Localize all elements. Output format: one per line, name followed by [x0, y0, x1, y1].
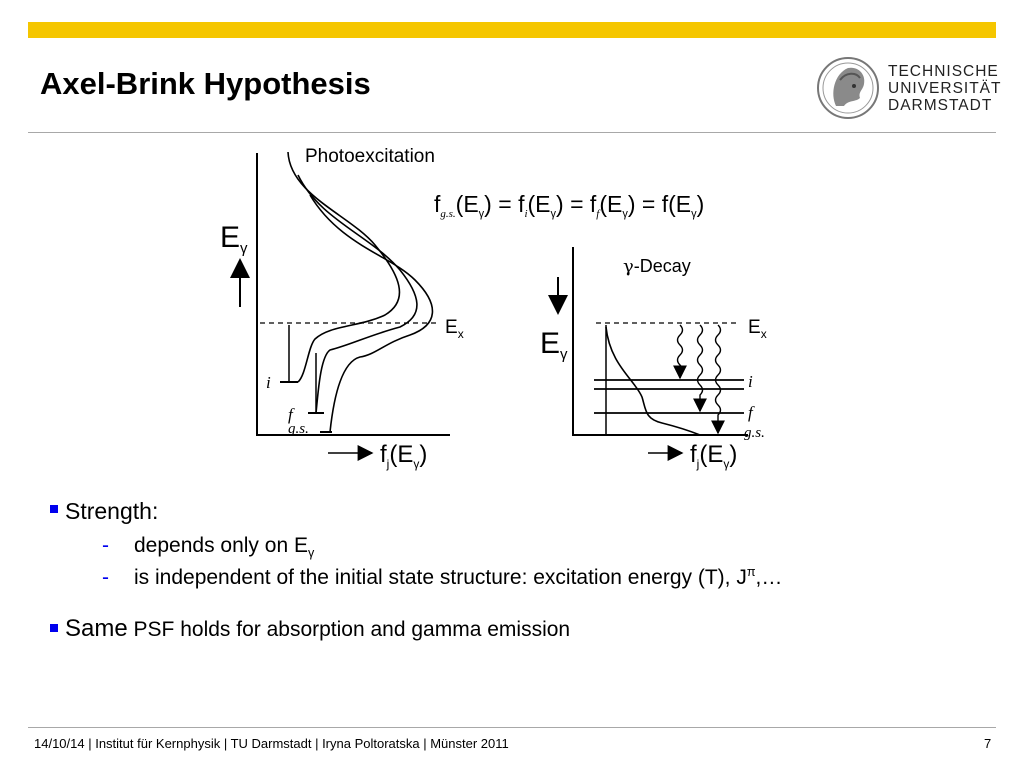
footer-text: 14/10/14 | Institut für Kernphysik | TU Darmstadt | Iryna Poltoratska | Münster 2011 [34, 736, 509, 751]
logo-line-3: DARMSTADT [888, 97, 993, 114]
bullet-strength [50, 498, 158, 525]
left-gs-label: g.s. [288, 421, 309, 437]
bullet-same-psf [50, 615, 570, 643]
left-f-label: f [288, 405, 293, 424]
sub-bullet-independent-end: ,… [755, 566, 783, 589]
bullet-same-rest: PSF holds for absorption and gamma emission [127, 618, 571, 641]
header-accent-bar [28, 22, 996, 38]
left-fx-label: $f_j(E_\gamma)$ [380, 441, 428, 471]
logo-line-1: TECHNISCHE [888, 63, 999, 80]
right-e-gamma-label: $E_\gamma$ [540, 327, 568, 363]
bullet-same-word: Same [65, 615, 128, 642]
bullet-square-icon [50, 624, 58, 632]
sub-bullet-depends-subscript: γ [307, 546, 315, 561]
sub-bullet-independent-text: is independent of the initial state structure: excitation energy (T), J [134, 566, 747, 589]
right-gs-label: g.s. [744, 425, 765, 441]
athena-seal-icon [800, 50, 880, 130]
right-i-label: i [748, 372, 753, 391]
bullet-square-icon [50, 505, 58, 513]
sub-bullet-depends [102, 534, 314, 560]
footer-divider [28, 727, 996, 728]
gamma-arrow-to-gs [716, 325, 721, 433]
sub-bullet-independent [102, 565, 782, 590]
header-divider [28, 132, 996, 133]
decay-strength-curve [606, 327, 700, 435]
page-title: Axel-Brink Hypothesis [40, 66, 371, 101]
psf-equality-equation: $f_{g.s.}(E_\gamma) = f_i(E_\gamma) = f_f(E_\gamma) = f(E_\gamma)$ [434, 191, 705, 220]
university-logo [800, 50, 1000, 130]
photoexcitation-panel [220, 146, 464, 471]
logo-line-2: UNIVERSITÄT [888, 80, 1002, 97]
sub-bullet-independent-superscript: π [746, 565, 756, 579]
sub-bullet-depends-text: depends only on E [134, 534, 308, 557]
left-i-label: i [266, 373, 271, 392]
page-number: 7 [984, 736, 992, 751]
bullet-strength-text: Strength: [65, 498, 159, 524]
strength-curve-gs [310, 195, 432, 432]
right-f-label: f [748, 403, 753, 422]
left-ex-label: $E_x$ [445, 317, 464, 341]
left-e-gamma-label: $E_\gamma$ [220, 221, 248, 257]
right-ex-label: $E_x$ [748, 317, 767, 341]
photoexcitation-label: Photoexcitation [305, 146, 435, 167]
university-logo-text [888, 63, 1001, 114]
gamma-arrow-to-i [678, 325, 683, 378]
gamma-decay-label: γ-Decay [623, 256, 691, 277]
dash-marker: - [102, 566, 109, 589]
gamma-arrow-to-f [698, 325, 703, 411]
gamma-decay-panel [540, 247, 767, 471]
dash-marker: - [102, 534, 109, 557]
axel-brink-diagram [200, 135, 800, 475]
right-fx-label: $f_j(E_\gamma)$ [690, 441, 738, 471]
